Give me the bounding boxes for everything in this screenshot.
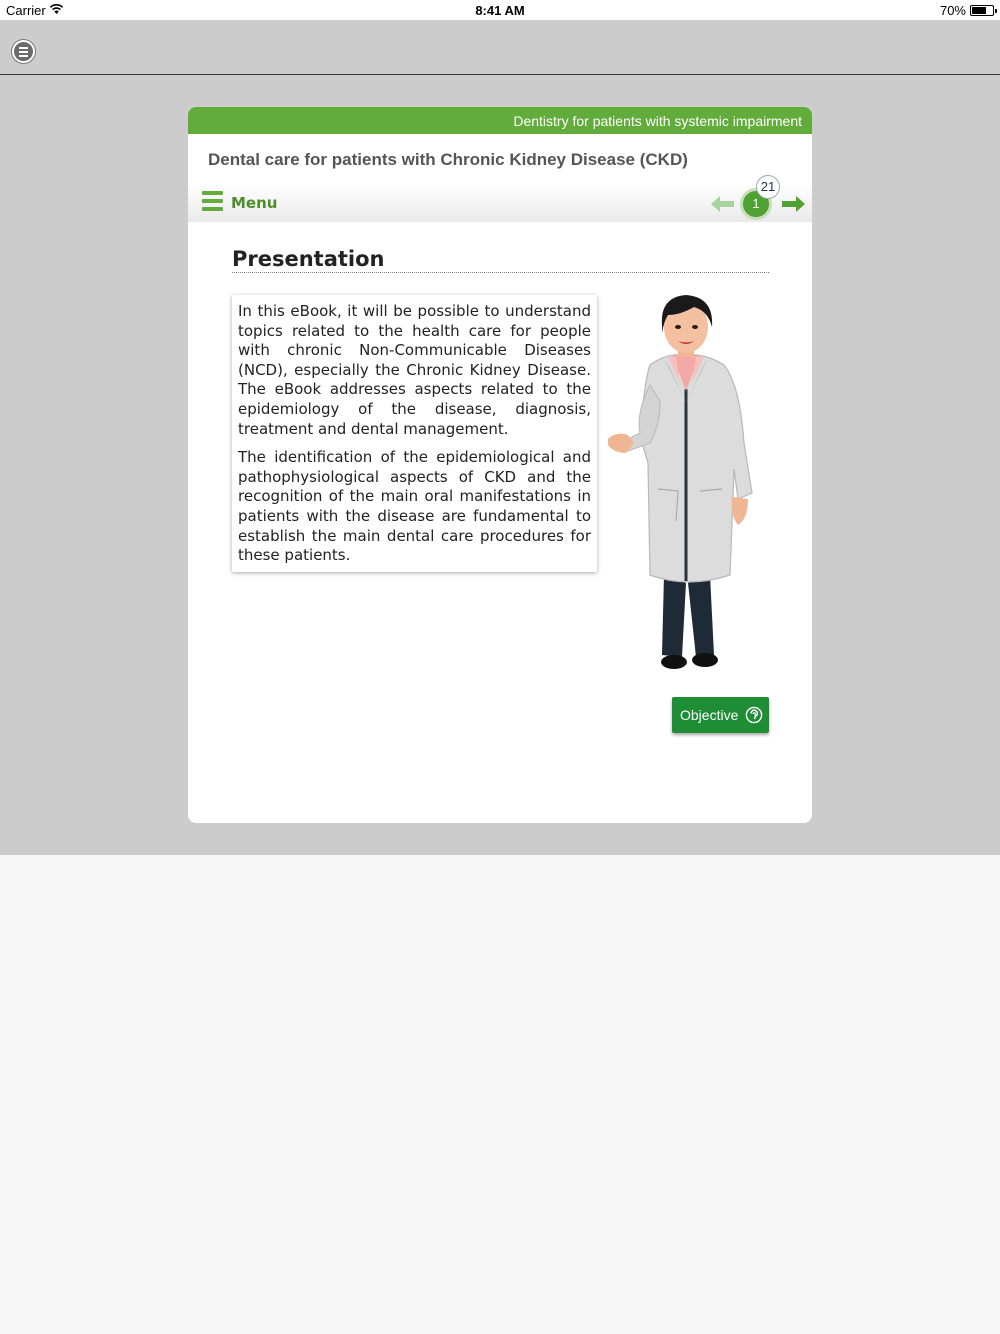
- paragraph: In this eBook, it will be possible to understand topics related to the health care for people with chronic Non-Communicable Diseases (NCD), especially the Chronic Kidney Disease. The eBook addresses aspects related to the epidemiology of the disease, diagnosis, treatment and dental management.: [238, 302, 591, 438]
- app-toolbar: [0, 20, 1000, 75]
- battery-percentage: 70%: [939, 3, 966, 18]
- ear-icon: [745, 706, 763, 724]
- hamburger-icon[interactable]: [202, 191, 222, 211]
- presentation-text-box: [232, 295, 597, 572]
- doctor-illustration: [606, 293, 766, 679]
- page-navigation-bar: [188, 179, 812, 222]
- next-arrow-icon[interactable]: [781, 196, 805, 212]
- paragraph: The identification of the epidemiological and pathophysiological aspects of CKD and the recognition of the main oral manifestations in patients with the disease are fundamental to establish the main dental care procedures for these patients.: [238, 448, 591, 565]
- previous-arrow-icon[interactable]: [711, 196, 735, 212]
- menu-button[interactable]: Menu: [231, 194, 278, 212]
- status-bar: [0, 0, 1000, 20]
- list-menu-icon[interactable]: [12, 40, 35, 63]
- section-header: [232, 247, 769, 273]
- objective-button-label: Objective: [680, 707, 739, 723]
- battery-icon: [970, 5, 994, 16]
- category-banner: Dentistry for patients with systemic impairment: [188, 107, 812, 134]
- section-heading: Presentation: [232, 247, 769, 273]
- carrier-label: Carrier: [6, 3, 46, 18]
- current-page-indicator: 1: [740, 188, 772, 220]
- total-pages-badge: 21: [756, 175, 780, 199]
- book-title: Dental care for patients with Chronic Kidney Disease (CKD): [208, 150, 688, 169]
- ebook-page-card: [188, 107, 812, 823]
- clock: 8:41 AM: [475, 3, 525, 18]
- objective-button[interactable]: [672, 697, 769, 733]
